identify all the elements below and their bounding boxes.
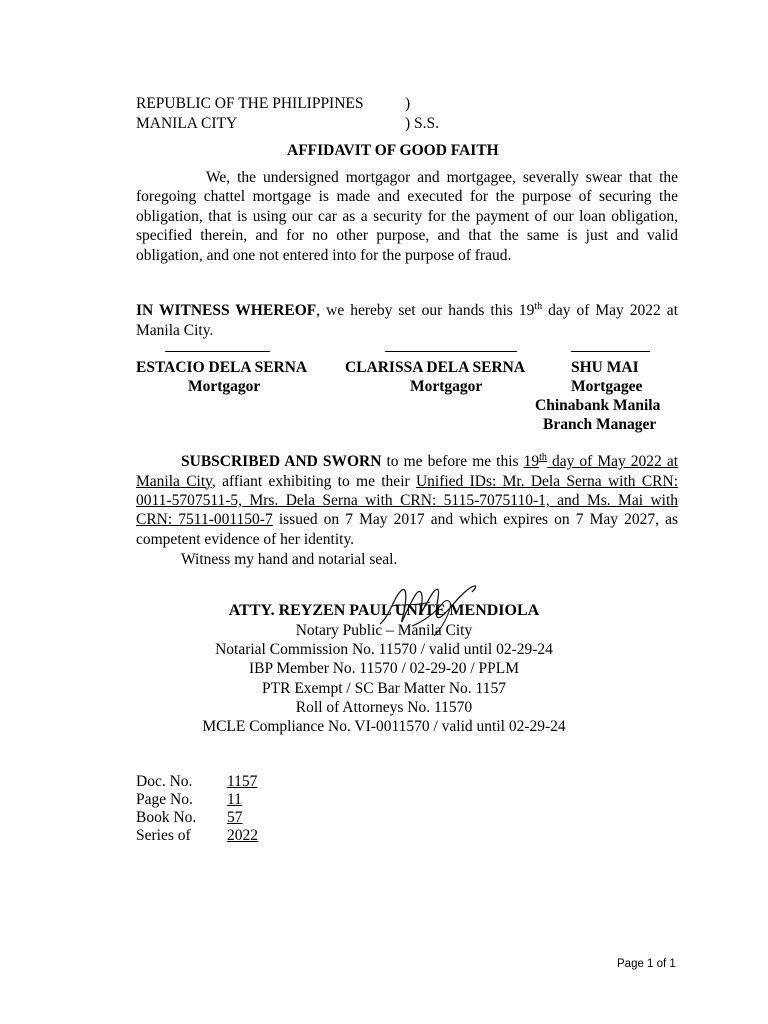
doc-label-page: Page No.: [136, 791, 193, 808]
signature-line-3: [571, 351, 650, 352]
signatory-name-2: CLARISSA DELA SERNA: [345, 359, 526, 376]
venue-paren: ): [405, 95, 411, 112]
notary-line-5: Roll of Attorneys No. 11570: [295, 699, 473, 716]
venue-republic: REPUBLIC OF THE PHILIPPINES: [136, 95, 364, 112]
doc-value-doc: 1157: [227, 773, 258, 790]
doc-value-series: 2022: [227, 827, 258, 844]
signatory-name-3: SHU MAI: [571, 359, 639, 376]
signatory-extra-3a: Chinabank Manila: [535, 397, 661, 414]
jurat-paragraph: SUBSCRIBED AND SWORN to me before me this 19th day of May 2022 at Manila City, affiant exhibiting to me their Unified IDs: Mr. Dela Serna with CRN: 0011-5707511-5, Mrs. Dela Serna with CRN: 5115-7075110-1, and Ms. Mai with CRN: 7511-001150-7 issued on 7 May 2017 and which expires on 7 May 2027, as competent evidence of her identity.: [136, 452, 679, 548]
notary-line-1: Notary Public – Manila City: [295, 622, 473, 639]
jurat-lead: SUBSCRIBED AND SWORN: [181, 453, 382, 471]
signatory-name-1: ESTACIO DELA SERNA: [136, 359, 308, 376]
notary-line-2: Notarial Commission No. 11570 / valid until 02-29-24: [215, 641, 553, 658]
witness-lead: IN WITNESS WHEREOF: [136, 302, 317, 320]
signatory-extra-3b: Branch Manager: [543, 416, 657, 433]
notary-line-6: MCLE Compliance No. VI-0011570 / valid until 02-29-24: [202, 718, 566, 735]
notary-line-4: PTR Exempt / SC Bar Matter No. 1157: [262, 680, 506, 697]
notary-name: ATTY. REYZEN PAUL UNITE MENDIOLA: [228, 602, 540, 619]
doc-label-doc: Doc. No.: [136, 773, 193, 790]
signatory-role-1: Mortgagor: [188, 378, 261, 395]
venue-ss: ) S.S.: [405, 115, 440, 132]
signature-line-1: [165, 351, 270, 352]
document-title: AFFIDAVIT OF GOOD FAITH: [287, 142, 499, 159]
signatory-role-2: Mortgagor: [410, 378, 483, 395]
doc-value-page: 11: [227, 791, 242, 808]
witness-hand-line: Witness my hand and notarial seal.: [181, 551, 398, 568]
doc-label-book: Book No.: [136, 809, 197, 826]
notary-line-3: IBP Member No. 11570 / 02-29-20 / PPLM: [248, 660, 520, 677]
page-number: Page 1 of 1: [617, 958, 676, 970]
signatory-role-3: Mortgagee: [571, 378, 643, 395]
venue-city: MANILA CITY: [136, 115, 238, 132]
witness-paragraph: IN WITNESS WHEREOF, we hereby set our hands this 19th day of May 2022 at Manila City.: [136, 301, 678, 339]
doc-value-book: 57: [227, 809, 243, 826]
doc-label-series: Series of: [136, 827, 191, 844]
body-paragraph: We, the undersigned mortgagor and mortgagee, severally swear that the foregoing chattel mortgage is made and executed for the purpose of securing the obligation, that is using our car as a security for the payment of our loan obligation, specified therein, and for no other purpose, and that the same is just and valid obligation, and one not entered into for the purpose of fraud.: [136, 169, 678, 264]
signature-line-2: [385, 351, 517, 352]
